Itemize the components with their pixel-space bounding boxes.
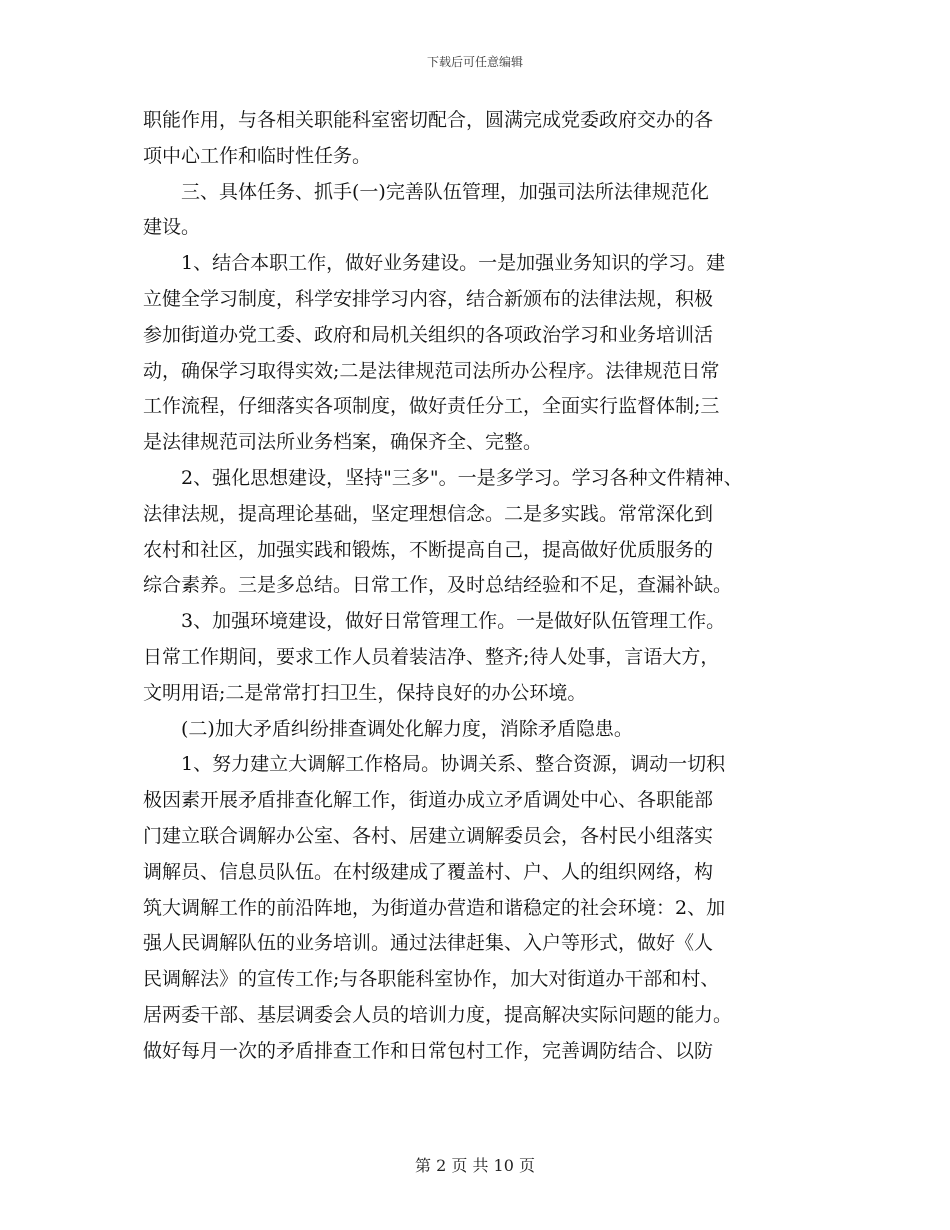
- text-line: 农村和社区，加强实践和锻炼，不断提高自己，提高做好优质服务的: [143, 538, 714, 561]
- text-line: 1、结合本职工作，做好业务建设。一是加强业务知识的学习。建: [143, 252, 726, 275]
- document-body: [143, 103, 823, 1070]
- text-line: 三、具体任务、抓手(一)完善队伍管理，加强司法所法律规范化: [143, 180, 709, 203]
- text-line: 项中心工作和临时性任务。: [143, 144, 372, 167]
- text-line: 调解员、信息员队伍。在村级建成了覆盖村、户、人的组织网络，构: [143, 860, 714, 883]
- text-line: 是法律规范司法所业务档案，确保齐全、完整。: [143, 431, 543, 454]
- text-line: 强人民调解队伍的业务培训。通过法律赶集、入户等形式，做好《人: [143, 932, 714, 955]
- text-line: 参加街道办党工委、政府和局机关组织的各项政治学习和业务培训活: [143, 323, 714, 346]
- text-line: 文明用语;二是常常打扫卫生，保持良好的办公环境。: [143, 681, 587, 704]
- text-line: 3、加强环境建设，做好日常管理工作。一是做好队伍管理工作。: [143, 610, 726, 633]
- text-line: 建设。: [143, 216, 201, 239]
- text-line: 日常工作期间，要求工作人员着装洁净、整齐;待人处事，言语大方，: [143, 645, 720, 668]
- text-line: 居两委干部、基层调委会人员的培训力度，提高解决实际问题的能力。: [143, 1003, 733, 1026]
- text-line: 筑大调解工作的前沿阵地，为街道办营造和谐稳定的社会环境：2、加: [143, 896, 726, 919]
- text-line: 动，确保学习取得实效;二是法律规范司法所办公程序。法律规范日常: [143, 359, 720, 382]
- text-line: 1、努力建立大调解工作格局。协调关系、整合资源，调动一切积: [143, 753, 726, 776]
- text-line: 工作流程，仔细落实各项制度，做好责任分工，全面实行监督体制;三: [143, 395, 720, 418]
- page-header-note: 下载后可任意编辑: [426, 55, 523, 69]
- text-line: 2、强化思想建设，坚持"三多"。一是多学习。学习各种文件精神、: [143, 466, 743, 489]
- text-line: 极因素开展矛盾排查化解工作，街道办成立矛盾调处中心、各职能部: [143, 789, 714, 812]
- text-line: 法律法规，提高理论基础，坚定理想信念。二是多实践。常常深化到: [143, 502, 714, 525]
- text-line: 民调解法》的宣传工作;与各职能科室协作，加大对街道办干部和村、: [143, 968, 720, 991]
- text-line: 综合素养。三是多总结。日常工作，及时总结经验和不足，查漏补缺。: [143, 574, 733, 597]
- text-line: 职能作用，与各相关职能科室密切配合，圆满完成党委政府交办的各: [143, 109, 714, 131]
- text-line: 做好每月一次的矛盾排查工作和日常包村工作，完善调防结合、以防: [143, 1039, 714, 1062]
- text-line: 立健全学习制度，科学安排学习内容，结合新颁布的法律法规，积极: [143, 287, 714, 310]
- text-line: 门建立联合调解办公室、各村、居建立调解委员会，各村民小组落实: [143, 824, 714, 847]
- text-line: (二)加大矛盾纠纷排查调处化解力度，消除矛盾隐患。: [143, 717, 633, 740]
- page-number: 第 2 页 共 10 页: [415, 1156, 535, 1175]
